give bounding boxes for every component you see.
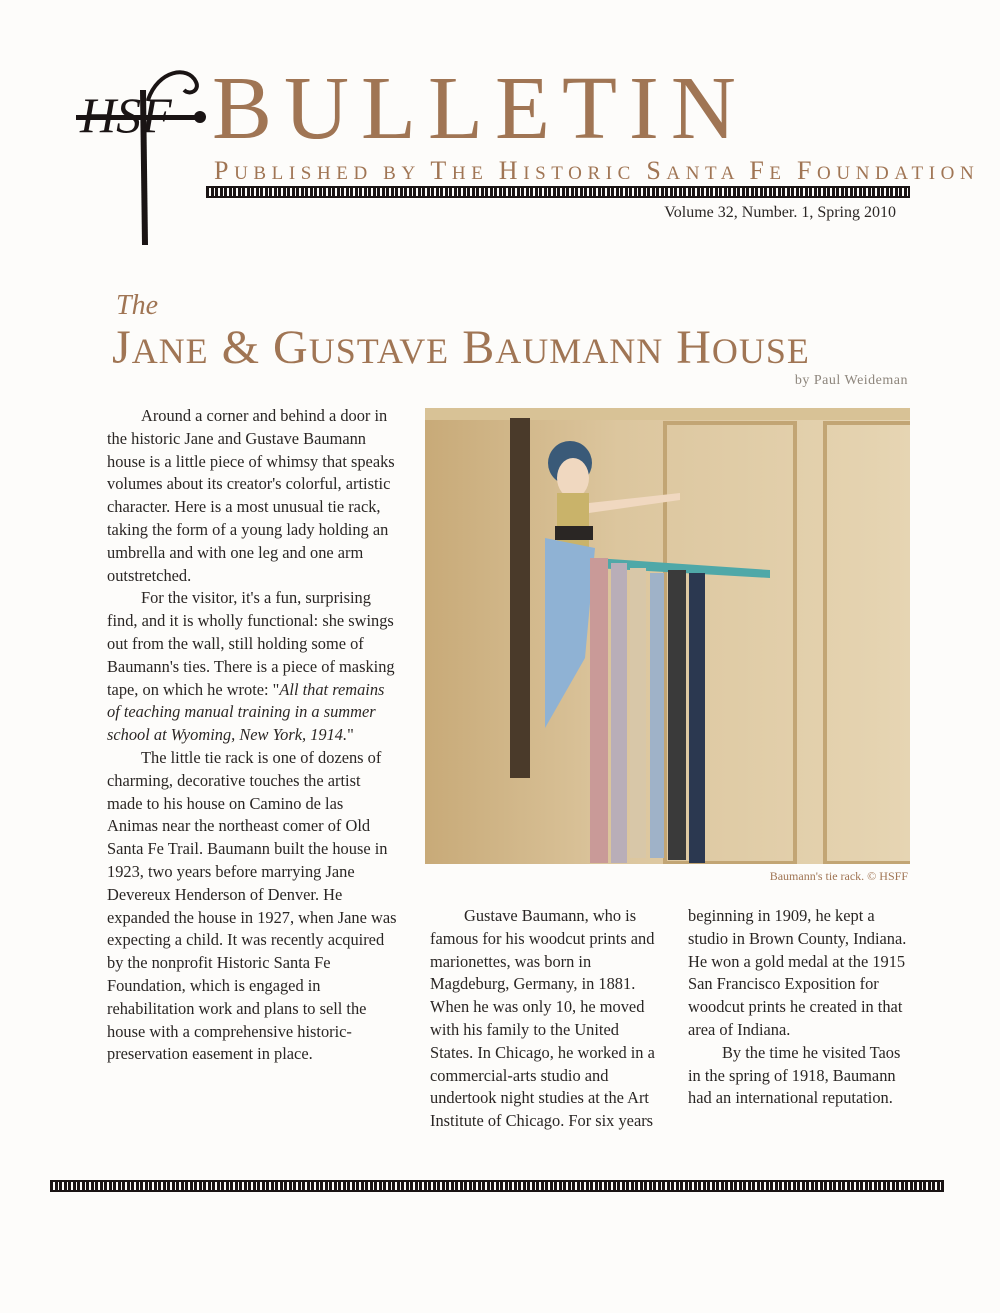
article-column-1 [107, 405, 397, 1066]
paragraph: beginning in 1909, he kept a studio in Brown County, Indiana. He won a gold medal at the 1915 San Francisco Exposition for woodcut prints he created in that area of Indiana. [688, 906, 907, 1039]
subtitle-word: BY [383, 163, 421, 184]
decorative-border-top [206, 186, 910, 198]
paragraph: The little tie rack is one of dozens of charming, decorative touches the artist made to his house on Camino de las Animas near the northeast comer of Old Santa Fe Trail. Baumann built the house in 1923, two years before marrying Jane Devereux Henderson of Denver. He expanded the house in 1927, when Jane was expecting a child. It was recently acquired by the nonprofit Historic Santa Fe Foundation, which is engaged in rehabilitation work and plans to sell the house with a comprehensive historic-preservation easement in place. [107, 747, 397, 1064]
paragraph: For the visitor, it's a fun, surprising find, and it is wholly functional: she swings out from the wall, still holding some of Baumann's ties. There is a piece of masking tape, on which he wrote: "All that remains of teaching manual training in a summer school at Wyoming, New York, 1914." [107, 588, 395, 745]
subtitle-word: FE [749, 156, 787, 185]
photo-caption: Baumann's tie rack. © HSFF [769, 869, 908, 883]
subtitle-word: HISTORIC [498, 156, 636, 185]
headline-title: JANE & GUSTAVE BAUMANN HOUSE [112, 321, 810, 374]
subtitle-word: THE [430, 156, 489, 185]
subtitle-word: PUBLISHED [214, 156, 373, 185]
hsf-logo [58, 60, 208, 250]
subtitle-word: FOUNDATION [796, 156, 980, 185]
paragraph: Gustave Baumann, who is famous for his woodcut prints and marionettes, was born in Magdeburg, Germany, in 1881. When he was only 10, he moved with his family to the United States. In Chicago, he worked in a commercial-arts studio and undertook night studies at the Art Institute of Chicago. For six years [430, 906, 655, 1131]
article-column-3 [688, 905, 913, 1110]
article-column-2 [430, 905, 662, 1133]
headline-prefix: The [116, 290, 158, 321]
paragraph: By the time he visited Taos in the spring of 1918, Baumann had an international reputation. [688, 1042, 901, 1108]
subtitle-word: SANTA [646, 156, 739, 185]
publisher-subtitle [214, 156, 979, 186]
volume-info: Volume 32, Number. 1, Spring 2010 [664, 204, 896, 221]
logo-text: HSF [80, 87, 172, 143]
paragraph: Around a corner and behind a door in the historic Jane and Gustave Baumann house is a little piece of whimsy that speaks volumes about its creator's colorful, artistic character. Here is a most unusual tie rack, taking the form of a young lady holding an umbrella and with one leg and one arm outstretched. [107, 406, 395, 585]
tie-rack-photo [425, 408, 910, 864]
bulletin-title: BULLETIN [212, 59, 748, 158]
decorative-border-bottom [50, 1180, 944, 1192]
byline: by Paul Weideman [794, 373, 908, 388]
